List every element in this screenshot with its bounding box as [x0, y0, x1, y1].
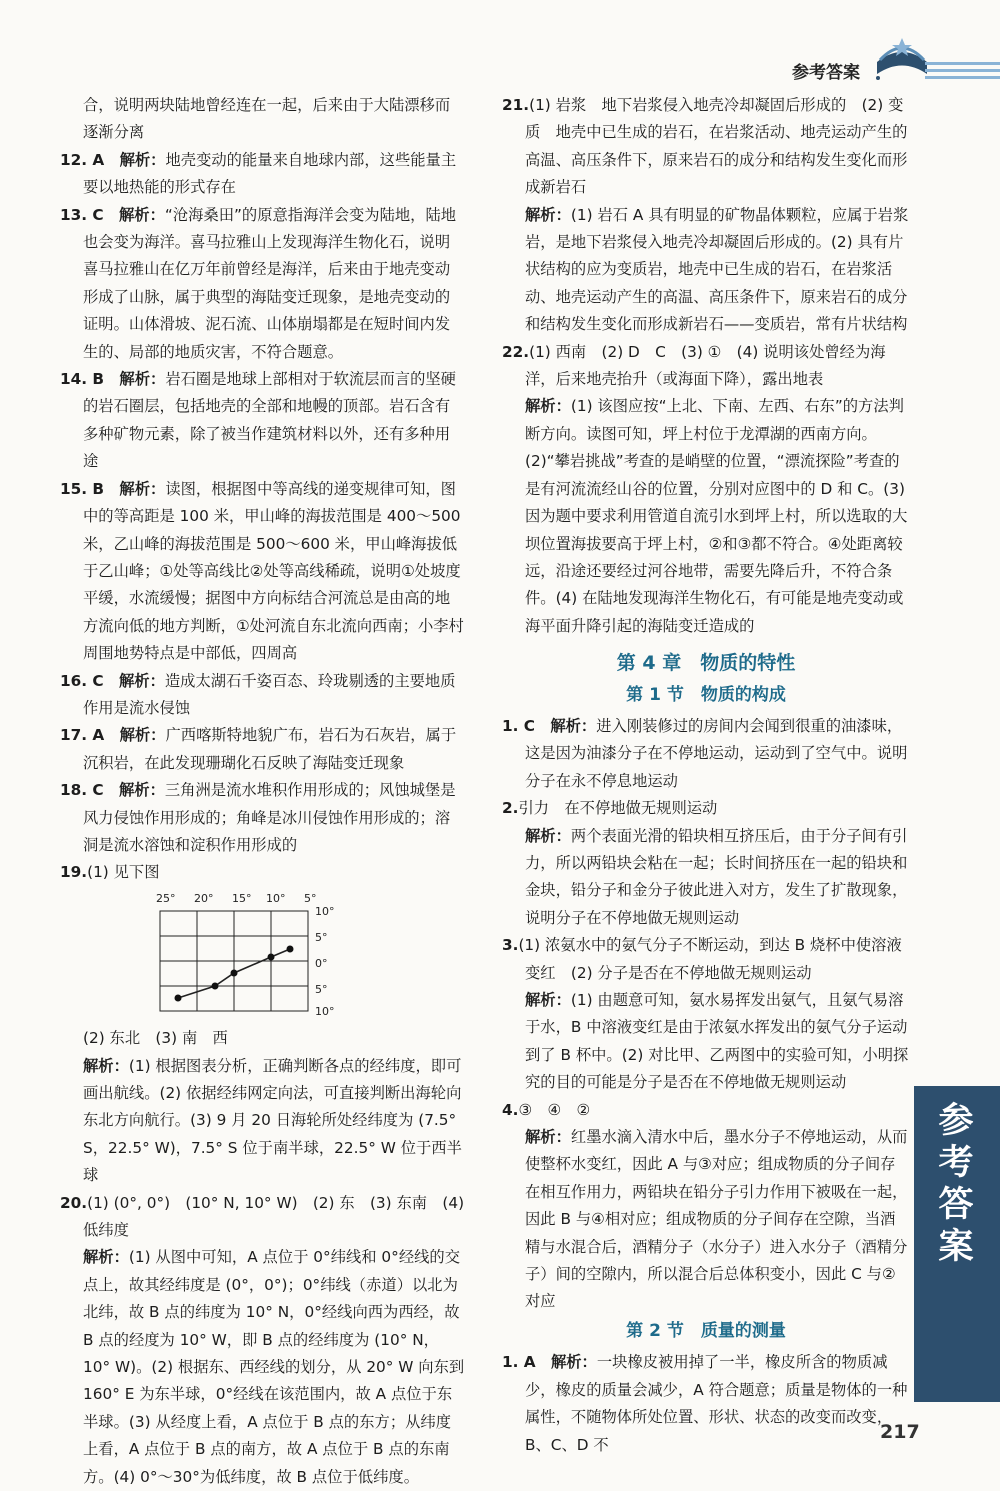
header-label: 参考答案: [792, 63, 860, 83]
answer-22: [502, 339, 910, 394]
answer-21: [502, 92, 910, 202]
longitude-label: 25°: [156, 891, 176, 905]
analysis-label: 解析：: [119, 726, 166, 745]
answer-number: 13. C: [60, 205, 104, 224]
answer-number: 1. A: [502, 1353, 536, 1372]
book-logo-icon: [872, 32, 932, 84]
longitude-label: 5°: [304, 891, 317, 905]
answer-19-analysis: [60, 1053, 465, 1190]
analysis-text: (1) 该图应按“上北、下南、左西、右东”的方法判断方向。读图可知，坪上村位于龙潭湖的西南方向。(2)“攀岩挑战”考查的是峭壁的位置，“漂流探险”考查的是有河流流经山谷的位置，分别对应图中的 D 和 C。(3) 因为题中要求利用管道自流引水到坪上村，所以选取的大坝位置海拔要高于坪上村，②和③都不符合。④处距离较远，沿途还要经过河谷地带，需要先降后升，不符合条件。(4) 在陆地发现海洋生物化石，有可能是地壳变动或海平面升降引起的海陆变迁造成的: [525, 397, 908, 635]
analysis-label: 解析：: [118, 205, 165, 224]
answer-text: 引力 在不停地做无规则运动: [518, 799, 718, 818]
page-header: [0, 0, 1000, 95]
latitude-label: 5°: [315, 930, 328, 944]
analysis-text: 读图，根据图中等高线的递变规律可知，图中的等高距是 100 米，甲山峰的海拔范围是 400～500 米，乙山峰的海拔范围是 500～600 米，甲山峰海拔低于乙山峰；①处等高线比②处等高线稀疏，说明①处坡度平缓，水流缓慢；据图中方向标结合河流总是由高的地方流向低的地方判断，①处河流自东北流向西南；小李村周围地势特点是中部低，四周高: [83, 479, 464, 663]
answer-number: 17. A: [60, 726, 105, 745]
s2-answer-1: [502, 1349, 910, 1459]
answer-18: [60, 777, 465, 859]
answer-text: (1) 西南 (2) D C (3) ① (4) 说明该处曾经为海洋，后来地壳抬升（或海面下降），露出地表: [525, 342, 886, 389]
answer-20-analysis: [60, 1244, 465, 1491]
analysis-text: (1) 根据图表分析，正确判断各点的经纬度，即可画出航线。(2) 依据经纬网定向法，可直接判断出海轮向东北方向航行。(3) 9 月 20 日海轮所处经纬度为 (7.5° S，22.5° W)，7.5° S 位于南半球，22.5° W 位于西半球: [83, 1056, 462, 1185]
latitude-label: 10°: [315, 1004, 335, 1016]
continued-answer: 合，说明两块陆地曾经连在一起，后来由于大陆漂移而逐渐分离: [83, 96, 451, 142]
latitude-label: 10°: [315, 904, 335, 918]
answer-text: (1) 岩浆 地下岩浆侵入地壳冷却凝固后形成的 (2) 变质 地壳中已生成的岩石，在岩浆活动、地壳运动产生的高温、高压条件下，原来岩石的成分和结构发生变化而形成新岩石: [525, 96, 908, 197]
answer-number: 21.: [502, 96, 530, 114]
answer-15: [60, 476, 465, 668]
analysis-label: 解析：: [83, 1056, 129, 1075]
s1-answer-3: [502, 932, 910, 987]
s1-answer-3-analysis: [502, 987, 910, 1097]
longitude-label: 10°: [266, 891, 286, 905]
answer-20: [60, 1190, 465, 1245]
answer-number: 18. C: [60, 781, 104, 800]
answer-number: 2.: [502, 799, 519, 818]
answer-number: 15. B: [60, 479, 105, 498]
answer-17: [60, 722, 465, 777]
answer-14: [60, 366, 465, 476]
answer-number: 1. C: [502, 716, 536, 735]
answer-19: [60, 859, 465, 886]
analysis-label: 解析：: [118, 671, 165, 690]
answer-21-analysis: [502, 202, 910, 339]
answer-19-parts: (2) 东北 (3) 南 西: [83, 1029, 228, 1048]
analysis-text: (1) 从图中可知，A 点位于 0°纬线和 0°经线的交点上，故其经纬度是 (0°，0°)；0°纬线（赤道）以北为北纬，故 B 点的纬度为 10° N，0°经线向西为西经，故 B 点的经度为 10° W，即 B 点的经纬度为 (10° N，10° W)。(2) 根据东、西经线的划分，从 20° W 向东到 160° E 为东半球，0°经线在该范围内，故 A 点位于东半球。(3) 从经度上看，A 点位于 B 点的东方；从纬度上看，A 点位于 B 点的南方，故 A 点位于 B 点的东南方。(4) 0°～30°为低纬度，故 B 点位于低纬度。: [83, 1248, 465, 1486]
answer-16: [60, 668, 465, 723]
s1-answer-2: [502, 795, 910, 822]
answer-number: 20.: [60, 1193, 88, 1212]
answer-22-analysis: [502, 393, 910, 640]
analysis-label: 解析：: [525, 826, 571, 845]
s1-answer-2-analysis: [502, 823, 910, 933]
analysis-text: “沧海桑田”的原意指海洋会变为陆地，陆地也会变为海洋。喜马拉雅山上发现海洋生物化石，说明喜马拉雅山在亿万年前曾经是海洋，后来由于地壳变动形成了山脉，属于典型的海陆变迁现象，是地壳变动的证明。山体滑坡、泥石流、山体崩塌都是在短时间内发生的、局部的地质灾害，不符合题意。: [83, 205, 457, 361]
analysis-text: 三角洲是流水堆积作用形成的；风蚀城堡是风力侵蚀作用形成的；角峰是冰川侵蚀作用形成的；溶洞是流水溶蚀和淀积作用形成的: [83, 781, 456, 854]
answer-13: [60, 202, 465, 366]
analysis-text: 广西喀斯特地貌广布，岩石为石灰岩，属于沉积岩，在此发现珊瑚化石反映了海陆变迁现象: [83, 726, 457, 772]
analysis-text: 地壳变动的能量来自地球内部，这些能量主要以地热能的形式存在: [83, 150, 457, 197]
answer-number: 4.: [502, 1100, 519, 1119]
analysis-label: 解析：: [119, 150, 166, 169]
section-title: 第 1 节 物质的构成: [626, 684, 786, 705]
analysis-text: 岩石圈是地球上部相对于软流层而言的坚硬的岩石圈层，包括地壳的全部和地幔的顶部。岩石含有多种矿物元素，除了被当作建筑材料以外，还有多种用途: [83, 370, 456, 471]
section-title: 第 2 节 质量的测量: [626, 1320, 786, 1341]
answer-number: 3.: [502, 936, 519, 955]
answer-part1: (1) 见下图: [87, 863, 160, 882]
answer-12: [60, 147, 465, 202]
analysis-label: 解析：: [119, 370, 166, 389]
left-column: [60, 92, 465, 1491]
analysis-text: (1) 岩石 A 具有明显的矿物晶体颗粒，应属于岩浆岩，是地下岩浆侵入地壳冷却凝固后形成的。(2) 具有片状结构的应为变质岩，地壳中已生成的岩石，在岩浆活动、地壳运动产生的高温、高压条件下，原来岩石的成分和结构发生变化而形成新岩石——变质岩，常有片状结构: [525, 205, 909, 334]
answer-number: 12. A: [60, 150, 105, 169]
analysis-text: 一块橡皮被用掉了一半，橡皮所含的物质减少，橡皮的质量会减少，A 符合题意；质量是物体的一种属性，不随物体所处位置、形状、状态的改变而改变，B、C、D 不: [525, 1353, 908, 1454]
s1-answer-4-analysis: [502, 1124, 910, 1316]
analysis-text: 红墨水滴入清水中后，墨水分子不停地运动，从而使整杯水变红，因此 A 与③对应；组成物质的分子间存在相互作用力，两铅块在铅分子引力作用下被吸在一起，因此 B 与④相对应；组成物质的分子间存在空隙，当酒精与水混合后，酒精分子（水分子）进入水分子（酒精分子）间的空隙内，所以混合后总体积变小，因此 C 与②对应: [525, 1128, 908, 1311]
side-tab-label: 参考答案: [938, 1101, 974, 1267]
answer-text: (1) 浓氨水中的氨气分子不断运动，到达 B 烧杯中使溶液变红 (2) 分子是否在不停地做无规则运动: [518, 936, 902, 982]
answer-number: 19.: [60, 863, 88, 882]
answer-number: 14. B: [60, 370, 105, 389]
analysis-label: 解析：: [525, 1128, 571, 1147]
analysis-label: 解析：: [525, 205, 571, 224]
analysis-text: (1) 由题意可知，氨水易挥发出氨气，且氨气易溶于水，B 中溶液变红是由于浓氨水挥发出的氨气分子运动到了 B 杯中。(2) 对比甲、乙两图中的实验可知，小明探究的目的可能是分子是否在不停地做无规则运动: [525, 991, 909, 1092]
analysis-label: 解析：: [525, 397, 571, 416]
answer-text: (1) (0°, 0°) (10° N, 10° W) (2) 东 (3) 东南 (4) 低纬度: [83, 1193, 465, 1240]
analysis-label: 解析：: [119, 479, 166, 498]
right-column: [502, 92, 910, 1459]
analysis-label: 解析：: [550, 716, 597, 735]
analysis-text: 两个表面光滑的铅块相互挤压后，由于分子间有引力，所以两铅块会粘在一起；长时间挤压在一起的铅块和金块，铅分子和金分子彼此进入对方，发生了扩散现象，说明分子在不停地做无规则运动: [525, 826, 908, 927]
latitude-label: 5°: [315, 982, 328, 996]
analysis-label: 解析：: [525, 991, 571, 1009]
route-grid-figure: [150, 891, 350, 1016]
answer-text: ③ ④ ②: [518, 1100, 591, 1119]
longitude-label: 15°: [232, 891, 252, 905]
s1-answer-4: [502, 1097, 910, 1124]
analysis-text: 进入刚装修过的房间内会闻到很重的油漆味，这是因为油漆分子在不停地运动，运动到了空气中。说明分子在永不停息地运动: [525, 716, 908, 790]
answer-number: 22.: [502, 342, 530, 361]
latitude-label: 0°: [315, 956, 328, 970]
answer-number: 16. C: [60, 671, 104, 690]
page-number: 217: [880, 1421, 920, 1443]
analysis-label: 解析：: [550, 1353, 597, 1372]
s1-answer-1: [502, 713, 910, 795]
longitude-label: 20°: [194, 891, 214, 905]
analysis-text: 造成太湖石千姿百态、玲珑剔透的主要地质作用是流水侵蚀: [83, 671, 456, 717]
header-decoration: [925, 62, 1000, 83]
analysis-label: 解析：: [118, 781, 165, 800]
analysis-label: 解析：: [83, 1248, 129, 1267]
chapter-title: 第 4 章 物质的特性: [616, 652, 796, 675]
